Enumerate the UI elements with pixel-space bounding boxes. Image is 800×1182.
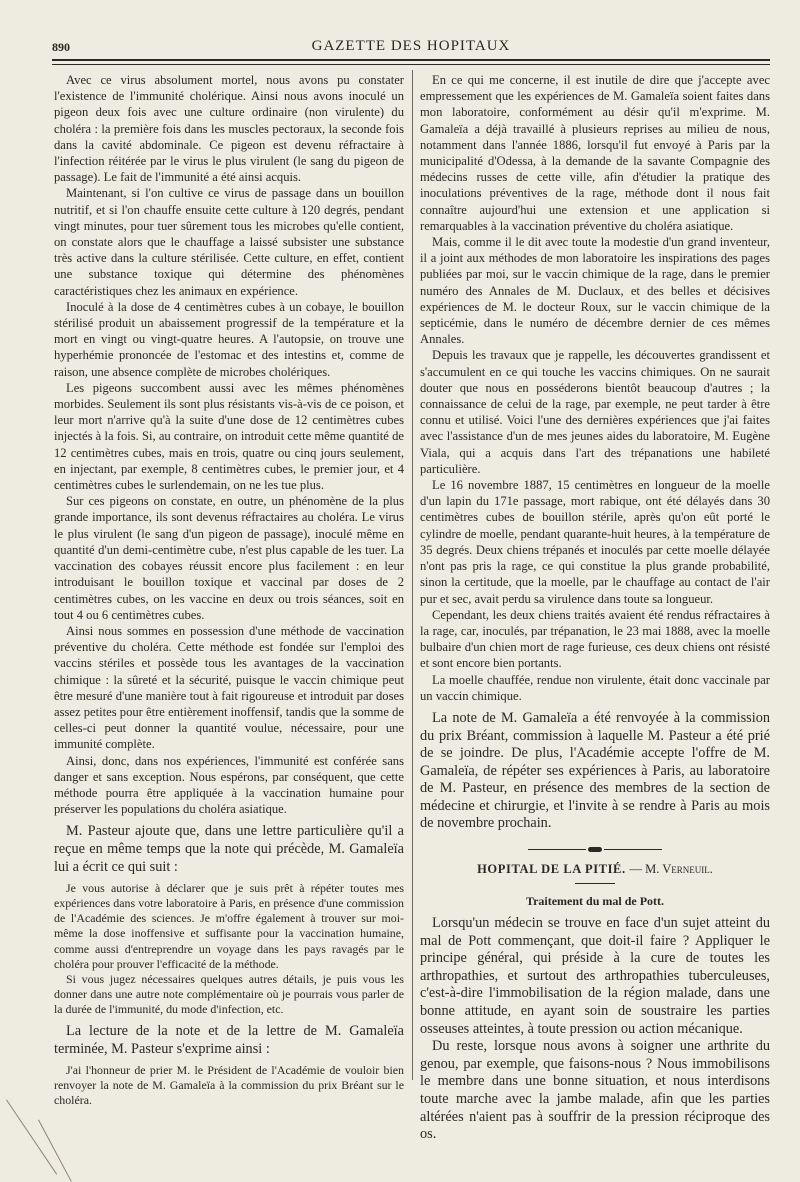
paragraph: Depuis les travaux que je rappelle, les découvertes grandissent et s'accumulent en ce qui touche les vaccins chimiques. On ne saurait douter que nous en posséderons bientôt beaucoup d'autres ; la connaissance de celui de la rage, par exemple, ne peut tarder à être connu et utilisé. Voici l'une des dernières expériences que j'ai faites avec l'assistance d'un de mes jeunes aides du laboratoire, M. Eugène Viala, qui a acquis dans l'art des trépanations une habileté particulière.	[420, 348, 770, 476]
paragraph: Inoculé à la dose de 4 centimètres cubes à un cobaye, le bouillon stérilisé produit un abaissement progressif de la température et la mort en vingt ou vingt-quatre heures. A l'autopsie, on trouve une hyperhémie prononcée de l'estomac et des intestins et, comme de raison, une absence complète de microbes cholériques.	[54, 299, 404, 379]
scan-crease	[6, 1099, 57, 1174]
separator-ornament	[588, 847, 602, 852]
section-separator	[420, 847, 770, 852]
page-number: 890	[52, 40, 70, 54]
section-heading	[420, 862, 770, 877]
quoted-letter: Si vous jugez nécessaires quelques autres détails, je puis vous les donner dans une autre note complémentaire où je pourrais vous parler de la durée de l'immunité, du mode d'infection, etc.	[54, 971, 404, 1016]
paragraph-large: La note de M. Gamaleïa a été renvoyée à la commission du prix Bréant, commission à laquelle M. Pasteur a été prié de se joindre. De plus, l'Académie accepte l'offre de M. Gamaleïa, de répéter ses expériences à Paris, au laboratoire de M. Pasteur, en présence des membres de la section de médecine et chirurgie, et l'invite à se rendre à Paris au mois de novembre prochain.	[420, 709, 770, 832]
journal-title: GAZETTE DES HOPITAUX	[311, 38, 511, 54]
paragraph: Avec ce virus absolument mortel, nous avons pu constater l'existence de l'immunité cholérique. Ainsi nous avons inoculé un pigeon deux fois avec une culture ordinaire (non virulente) du choléra : la première fois dans les muscles pectoraux, la seconde fois dans la cavité abdominale. Ce pigeon est devenu réfractaire à l'infection réitérée par le virus le plus virulent (le sang du pigeon de passage). Le fait de l'immunité a été ainsi acquis.	[54, 73, 404, 185]
paragraph: Ainsi, donc, dans nos expériences, l'immunité est conférée sans danger et sans exception. Nous espérons, par conséquent, que cette méthode pourra être appliquée à la vaccination humaine pour préserver les populations du choléra asiatique.	[54, 753, 404, 817]
paragraph: Mais, comme il le dit avec toute la modestie d'un grand inventeur, il a joint aux méthodes de mon laboratoire les inspirations des pages publiées par moi, sur le vaccin chimique de la rage, dans le premier numéro des Annales de M. Duclaux, et des belles et décisives expériences de M. le docteur Roux, sur le vaccin chimique de la septicémie, dans le numéro de décembre dernier de ces mêmes Annales.	[420, 235, 770, 347]
paragraph: En ce qui me concerne, il est inutile de dire que j'accepte avec empressement que les expériences de M. Gamaleïa soient faites dans mon laboratoire, conformément au désir qu'il m'exprime. M. Gamaleïa a déjà travaillé à plusieurs reprises au milieu de nous, notamment dans l'année 1886, lorsqu'il fut envoyé à Paris par la municipalité d'Odessa, à la demande de la savante Compagnie des médecins russes de cette ville, afin d'étudier la pratique des inoculations préventives de la rage, méthode dont il nous fait connaître aujourd'hui une extension et une application si remarquables à la vaccination préventive du choléra asiatique.	[420, 73, 770, 233]
separator-bar	[604, 849, 662, 850]
paragraph-large: M. Pasteur ajoute que, dans une lettre particulière qu'il a reçue en même temps que la note qui précède, M. Gamaleïa lui a écrit ce qui suit :	[54, 823, 404, 875]
right-column	[420, 72, 770, 1144]
separator-bar	[528, 849, 586, 850]
paragraph: Maintenant, si l'on cultive ce virus de passage dans un bouillon nutritif, et si l'on chauffe ensuite cette culture à 120 degrés, pendant vingt minutes, pour tuer sûrement tous les microbes qu'elle contient, on constate alors que le chauffage a laissé subsister une substance très active dans la culture stérilisée. Cette culture, en effet, contient une substance toxique qui détermine des phénomènes caractéristiques chez les animaux en expérience.	[54, 186, 404, 298]
section-author: — M. Verneuil.	[629, 862, 713, 877]
quoted-letter: J'ai l'honneur de prier M. le Président de l'Académie de vouloir bien renvoyer la note de M. Gamaleïa à la commission du prix Bréant sur le choléra.	[54, 1063, 404, 1108]
left-column	[54, 72, 404, 1108]
paragraph: Les pigeons succombent aussi avec les mêmes phénomènes morbides. Seulement ils sont plus résistants vis-à-vis de ce poison, et leur mort n'arrive qu'à la suite d'une dose de 12 centimètres cubes injectés à la fois. Si, au contraire, on introduit cette même quantité de 12 centimètres cubes, mais en trois, quatre ou cinq jours seulement, en injectant, par exemple, 8 centimètres cubes, le premier jour, et 4 centimètres cubes le surlendemain, on ne les tue plus.	[54, 380, 404, 493]
paragraph: La moelle chauffée, rendue non virulente, était donc vaccinale par un vaccin chimique.	[420, 672, 770, 703]
section-title: HOPITAL DE LA PITIÉ.	[477, 862, 626, 877]
header-rule-thin	[52, 64, 770, 65]
column-divider	[412, 70, 413, 1080]
paragraph-large: La lecture de la note et de la lettre de M. Gamaleïa terminée, M. Pasteur s'exprime ainsi :	[54, 1022, 404, 1057]
heading-rule	[575, 883, 615, 884]
section-subtitle: Traitement du mal de Pott.	[525, 894, 665, 909]
header-rule	[52, 59, 770, 61]
paragraph: Ainsi nous sommes en possession d'une méthode de vaccination préventive du choléra. Cette méthode est fondée sur l'emploi des vaccins stériles et possède tous les avantages de la vaccination chimique : la sûreté et la sécurité, puisque le vaccin chimique peut être mesuré d'une manière tout à fait rigoureuse et introduit par doses assez petites pour être entièrement inoffensif, tandis que la somme de celles-ci peut donner la quantité voulue, nécessaire, pour une immunité complète.	[54, 623, 404, 752]
paragraph: Sur ces pigeons on constate, en outre, un phénomène de la plus grande importance, ils sont devenus réfractaires au choléra. Le virus le plus virulent (le sang d'un pigeon de passage), inoculé même en quantité d'un demi-centimètre cube, n'est plus capable de les tuer. La vaccination des cobayes réussit encore plus facilement : en leur introduisant le bouillon toxique et vaccinal par doses de 2 centimètres cubes, on les vaccine en deux ou trois séances, soit en tout 4 ou 6 centimètres cubes.	[54, 494, 404, 622]
page-header	[52, 36, 770, 56]
paragraph-large: Du reste, lorsque nous avons à soigner une arthrite du genou, par exemple, que faisons-nous ? Nous immobilisons le membre dans une bonne situation, et nous interdisons toute marche avec la jambe malade, afin que les parties altérées n'aient pas à souffrir de la pression réciproque des os.	[420, 1038, 770, 1143]
paragraph: Le 16 novembre 1887, 15 centimètres en longueur de la moelle d'un lapin du 171e passage, mort rabique, ont été délayés dans 30 centimètres cubes de bouillon stérile, après qu'on eût porté le cylindre de moelle, pendant quarante-huit heures, à la température de 35 degrés. Deux chiens trépanés et inoculés par cette moelle délayée n'ont pas pris la rage, ce qui constitue la plus grande probabilité, sinon la certitude, que la moelle, par le chauffage au contact de l'air pur et sec, avait perdu sa virulence dans toute sa longueur.	[420, 478, 770, 606]
paragraph-large: Lorsqu'un médecin se trouve en face d'un sujet atteint du mal de Pott commençant, que doit-il faire ? Appliquer le principe général, qui préside à la cure de toutes les arthropathies, et surtout des arthropathies tuberculeuses, c'est-à-dire l'immobilisation de la région malade, dans une bonne attitude, en ayant soin de soustraire les parties osseuses atteintes, à toute pression ou action mécanique.	[420, 915, 770, 1037]
paragraph: Cependant, les deux chiens traités avaient été rendus réfractaires à la rage, car, inoculés, par trépanation, le 23 mai 1888, avec la moelle bulbaire d'un chien mort de rage furieuse, ces deux chiens ont résisté et sont encore bien portants.	[420, 607, 770, 671]
quoted-letter: Je vous autorise à déclarer que je suis prêt à répéter toutes mes expériences dans votre laboratoire à Paris, en présence d'une commission de l'Académie des sciences. Je m'offre également à trouver sur moi-même la dose inoffensive et suffisante pour la vaccination humaine, comme aussi d'entreprendre un voyage dans les pays ravagés par le choléra pour prouver l'efficacité de la méthode.	[54, 881, 404, 971]
